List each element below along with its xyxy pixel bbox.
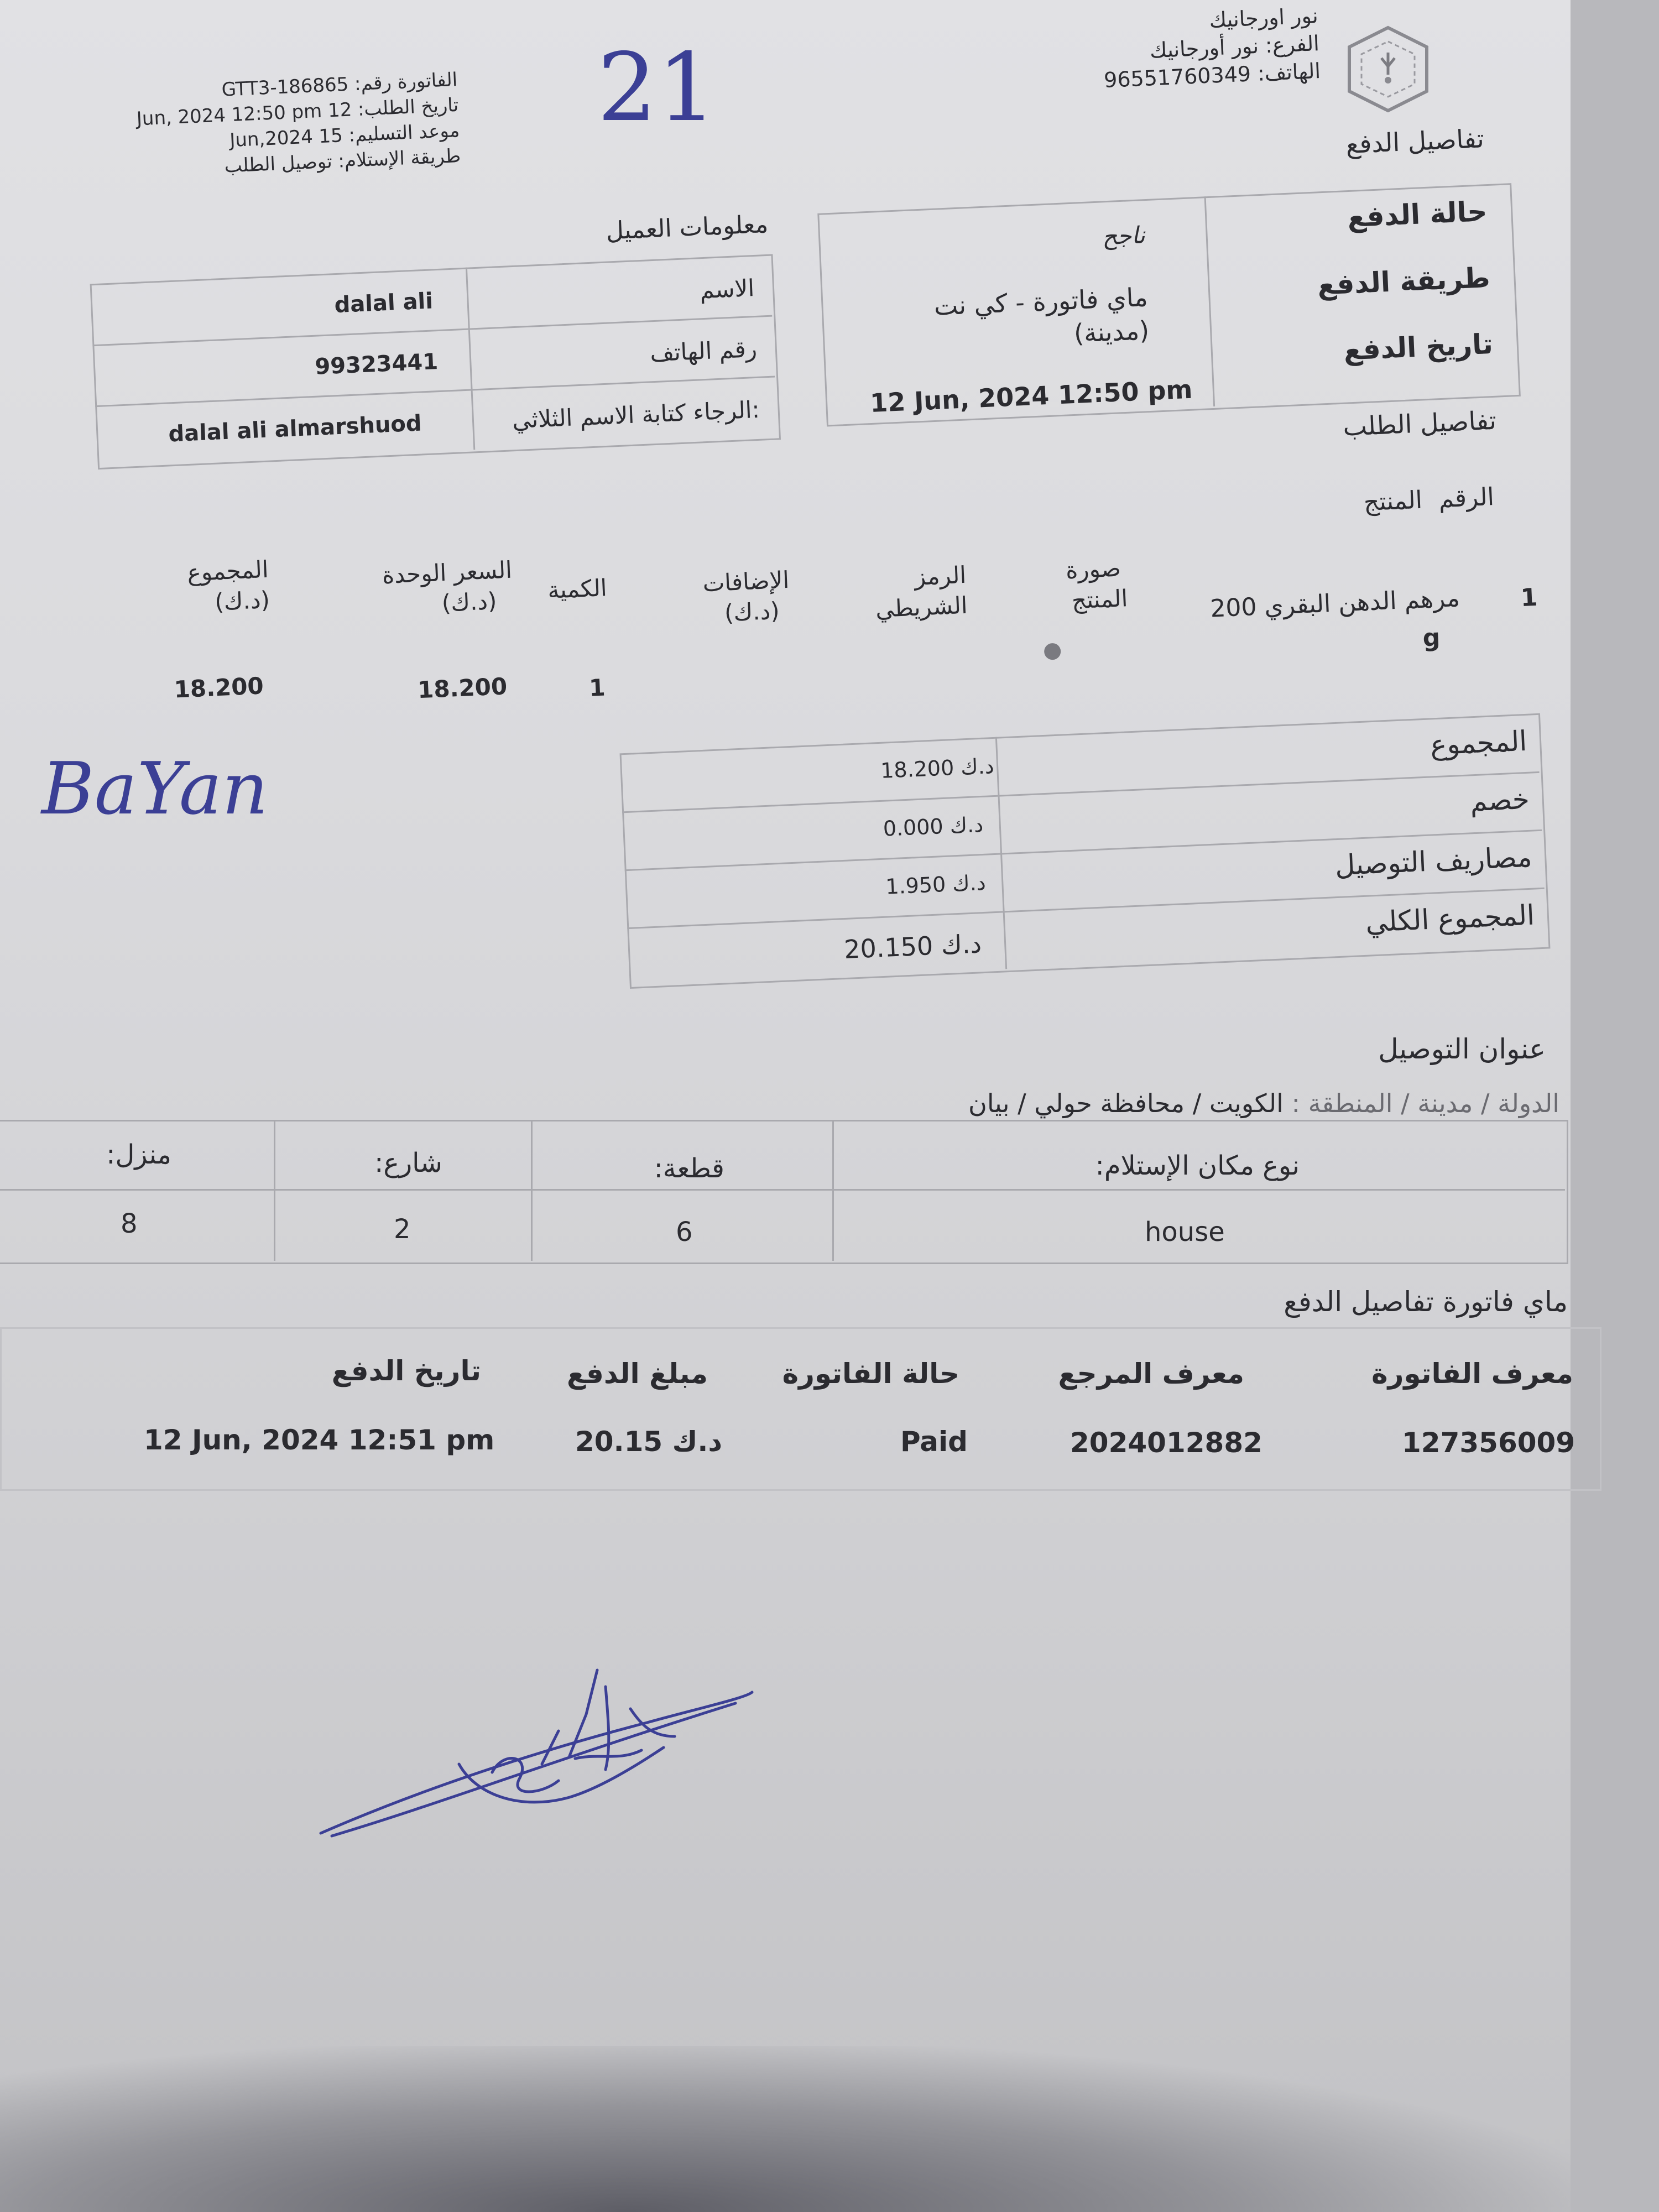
payment-date-header: تاريخ الدفع bbox=[331, 1355, 481, 1387]
discount-value: 0.000 د.ك bbox=[882, 812, 984, 841]
payment-date-value: 12 Jun, 2024 12:51 pm bbox=[144, 1424, 495, 1456]
grand-total-label: المجموع الكلي bbox=[1365, 899, 1536, 938]
invoice-status-header: حالة الفاتورة bbox=[782, 1358, 959, 1390]
order-header-addons: الإضافات bbox=[702, 566, 790, 597]
order-details-title: تفاصيل الطلب bbox=[1342, 405, 1497, 442]
invoice-status-value: Paid bbox=[900, 1426, 968, 1458]
subtotal-value: 18.200 د.ك bbox=[880, 753, 995, 783]
invoice-id-header: معرف الفاتورة bbox=[1371, 1358, 1573, 1390]
payment-method-value-sub: (مدينة) bbox=[1073, 315, 1150, 348]
order-header-image: صورة bbox=[1065, 554, 1121, 584]
invoice-number: الفاتورة رقم: GTT3-186865 bbox=[221, 69, 458, 101]
item-total: 18.200 bbox=[173, 672, 264, 703]
street-header: شارع: bbox=[374, 1147, 442, 1178]
payment-status-label: حالة الدفع bbox=[1347, 195, 1488, 234]
address-table bbox=[0, 1120, 1568, 1264]
customer-phone-label: رقم الهاتف bbox=[649, 335, 758, 367]
house-value: 8 bbox=[121, 1208, 138, 1239]
payment-method-label: طريقة الدفع bbox=[1317, 261, 1491, 301]
order-header-unit-price: السعر الوحدة bbox=[382, 556, 513, 589]
delivery-value: 1.950 د.ك bbox=[885, 870, 987, 899]
item-quantity: 1 bbox=[588, 674, 606, 702]
customer-name-value: dalal ali bbox=[333, 288, 434, 319]
payment-method-value: ماي فاتورة - كي نت bbox=[933, 282, 1149, 321]
place-type-header: نوع مكان الإستلام: bbox=[1095, 1150, 1300, 1181]
order-header-quantity: الكمية bbox=[547, 574, 608, 604]
order-header-total-unit: (د.ك) bbox=[214, 586, 270, 616]
store-branch: الفرع: نور أورجانيك bbox=[1149, 31, 1320, 63]
reference-id-header: معرف المرجع bbox=[1058, 1358, 1244, 1390]
block-value: 6 bbox=[676, 1217, 693, 1248]
payment-status-value: ناجح bbox=[1101, 221, 1146, 251]
handwritten-signature bbox=[310, 1653, 763, 1847]
divider bbox=[0, 1189, 1565, 1191]
handwritten-name: BaYan bbox=[41, 747, 268, 831]
amount-value: 20.15 د.ك bbox=[575, 1426, 723, 1458]
order-header-image-2: المنتج bbox=[1071, 585, 1129, 614]
order-header-barcode-2: الشريطي bbox=[875, 591, 968, 623]
block-header: قطعة: bbox=[654, 1153, 724, 1184]
store-name: نور اورجانيك bbox=[1208, 3, 1319, 33]
divider bbox=[531, 1120, 533, 1261]
subtotal-label: المجموع bbox=[1430, 724, 1528, 761]
payment-details-title: تفاصيل الدفع bbox=[1345, 123, 1485, 160]
receipt-method: طريقة الإستلام: توصيل الطلب bbox=[223, 144, 461, 178]
item-product: مرهم الدهن البقري 200 bbox=[1209, 583, 1460, 623]
delivery-label: مصاريف التوصيل bbox=[1334, 841, 1533, 882]
address-location-prefix: الدولة / مدينة / المنطقة : bbox=[1291, 1088, 1559, 1118]
payment-date-label: تاريخ الدفع bbox=[1343, 327, 1494, 367]
customer-title: معلومات العميل bbox=[605, 210, 769, 246]
customer-phone-value: 99323441 bbox=[314, 349, 439, 380]
item-product-suffix: g bbox=[1422, 623, 1441, 653]
myfatoorah-title: ماي فاتورة تفاصيل الدفع bbox=[1284, 1286, 1568, 1318]
myfatoorah-table bbox=[0, 1327, 1601, 1491]
customer-name-label: الاسم bbox=[699, 274, 755, 304]
order-header-unit-price-unit: (د.ك) bbox=[441, 587, 498, 617]
store-phone: الهاتف: 96551760349 bbox=[1103, 58, 1321, 93]
place-type-value: house bbox=[1145, 1217, 1225, 1248]
photo-shadow bbox=[0, 2046, 1571, 2212]
order-header-addons-unit: (د.ك) bbox=[724, 597, 780, 627]
order-header-number: الرقم bbox=[1438, 483, 1495, 514]
discount-label: خصم bbox=[1469, 782, 1530, 818]
customer-fullname-label: :الرجاء كتابة الاسم الثلاثي bbox=[512, 395, 760, 434]
invoice-id-value: 127356009 bbox=[1402, 1427, 1575, 1459]
order-header-product: المنتج bbox=[1363, 486, 1423, 517]
address-location-value: الكويت / محافظة حولي / بيان bbox=[968, 1088, 1284, 1118]
address-title: عنوان التوصيل bbox=[1378, 1033, 1546, 1065]
amount-header: مبلغ الدفع bbox=[566, 1358, 708, 1390]
house-header: منزل: bbox=[106, 1139, 171, 1170]
payment-date-value: 12 Jun, 2024 12:50 pm bbox=[869, 374, 1193, 419]
item-number: 1 bbox=[1520, 583, 1538, 613]
street-value: 2 bbox=[394, 1214, 411, 1245]
customer-fullname-value: dalal ali almarshuod bbox=[168, 410, 422, 447]
order-header-barcode: الرمز bbox=[914, 561, 967, 591]
grand-total-value: 20.150 د.ك bbox=[843, 928, 982, 965]
order-date: تاريخ الطلب: 12 Jun, 2024 12:50 pm bbox=[136, 94, 459, 131]
handwritten-number: 21 bbox=[597, 33, 717, 143]
delivery-date: موعد التسليم: 15 Jun,2024 bbox=[229, 119, 460, 152]
reference-id-value: 2024012882 bbox=[1070, 1427, 1262, 1459]
divider bbox=[274, 1120, 275, 1261]
item-unit-price: 18.200 bbox=[417, 672, 508, 704]
address-location bbox=[968, 1088, 1559, 1118]
divider bbox=[832, 1120, 834, 1261]
order-header-total: المجموع bbox=[186, 555, 269, 587]
